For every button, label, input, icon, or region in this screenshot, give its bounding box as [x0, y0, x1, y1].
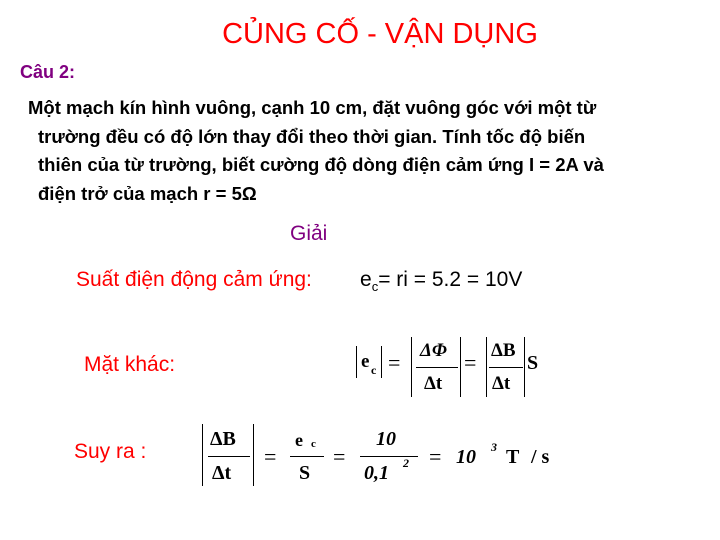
s-symbol: S — [527, 352, 539, 374]
mat-khac-formula — [352, 336, 552, 400]
ec-symbol: e — [361, 351, 370, 372]
abs-bar — [486, 337, 487, 397]
result-exponent: 3 — [491, 440, 497, 454]
abs-bar — [202, 424, 203, 486]
abs-bar-left — [356, 346, 357, 378]
equals-sign: = — [388, 350, 401, 375]
dphi-numerator: ΔΦ — [420, 340, 447, 361]
problem-line: Một mạch kín hình vuông, cạnh 10 cm, đặt vuông góc với một từ — [28, 97, 597, 118]
result-value: 10 — [456, 446, 476, 468]
equals-sign: = — [264, 444, 277, 469]
dt-denominator: Δt — [492, 373, 511, 394]
fraction-line — [360, 456, 418, 457]
unit-per-second: / s — [531, 446, 550, 468]
problem-text — [28, 94, 703, 208]
problem-line: thiên của từ trường, biết cường độ dòng điện cảm ứng I = 2A và — [38, 154, 604, 175]
fraction-line — [208, 456, 250, 457]
fraction-line — [489, 367, 523, 368]
emf-formula — [360, 268, 522, 294]
abs-bar-right — [381, 346, 382, 378]
suy-ra-formula — [198, 420, 578, 492]
ec-subscript: c — [371, 363, 377, 377]
equals-sign: = — [333, 444, 346, 469]
question-label: Câu 2: — [20, 62, 76, 82]
denominator-exponent: 2 — [403, 456, 409, 470]
equals-sign: = — [464, 350, 477, 375]
dt-denominator: Δt — [424, 373, 443, 394]
suy-ra-label: Suy ra : — [74, 440, 147, 463]
equals-sign: = — [429, 444, 442, 469]
db-numerator: ΔB — [210, 428, 236, 450]
abs-bar — [253, 424, 254, 486]
dt-denominator: Δt — [212, 462, 232, 484]
fraction-line — [290, 456, 324, 457]
unit-tesla: T — [506, 446, 520, 468]
fraction-denominator: 0,1 — [364, 462, 389, 484]
slide-title: CỦNG CỐ - VẬN DỤNG — [222, 18, 538, 50]
abs-bar — [524, 337, 525, 397]
emf-subscript: c — [371, 279, 379, 295]
emf-symbol: e — [360, 268, 372, 291]
ec-subscript: c — [311, 438, 316, 450]
mat-khac-label: Mặt khác: — [84, 353, 176, 376]
ec-symbol: e — [295, 430, 303, 450]
emf-rest: = ri = 5.2 = 10V — [378, 268, 523, 291]
problem-line: điện trở của mạch r = 5Ω — [38, 182, 257, 204]
abs-bar — [411, 337, 412, 397]
emf-label: Suất điện động cảm ứng: — [76, 268, 312, 291]
fraction-line — [416, 367, 458, 368]
abs-bar — [460, 337, 461, 397]
fraction-numerator: 10 — [376, 428, 396, 450]
problem-line: trường đều có độ lớn thay đổi theo thời gian. Tính tốc độ biến — [38, 125, 586, 147]
db-numerator: ΔB — [491, 340, 516, 361]
solution-label: Giải — [290, 222, 328, 245]
s-symbol: S — [299, 462, 311, 484]
